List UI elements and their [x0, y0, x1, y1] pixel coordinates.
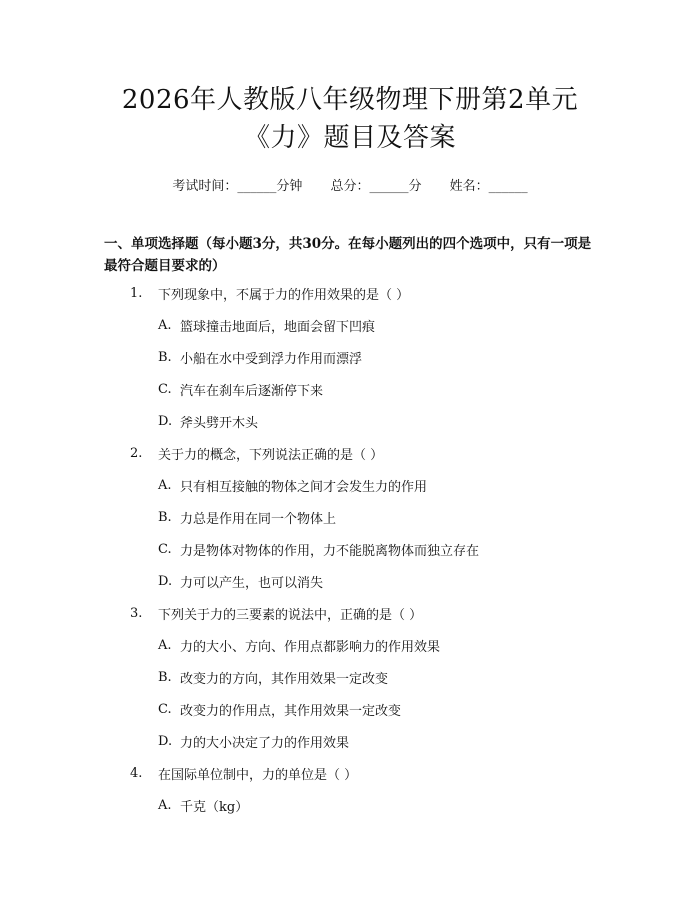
- option-text: 篮球撞击地面后，地面会留下凹痕: [180, 319, 376, 335]
- option-text: 力是物体对物体的作用，力不能脱离物体而独立存在: [180, 543, 480, 559]
- option-a: [104, 309, 596, 341]
- option-text: 汽车在刹车后逐渐停下来: [180, 383, 324, 399]
- option-text: 小船在水中受到浮力作用而漂浮: [180, 351, 363, 367]
- option-letter: D.: [158, 413, 173, 429]
- option-text: 千克（kg）: [180, 799, 249, 815]
- option-a: [104, 789, 596, 821]
- option-c: [104, 373, 596, 405]
- title-line-1: 2026年人教版八年级物理下册第2单元: [121, 85, 579, 115]
- document-title: [104, 0, 596, 157]
- option-text: 力的大小、方向、作用点都影响力的作用效果: [180, 639, 441, 655]
- option-b: [104, 501, 596, 533]
- option-text: 改变力的方向，其作用效果一定改变: [180, 671, 389, 687]
- option-list: [104, 469, 596, 597]
- section-heading: 一、单项选择题（每小题3分，共30分。在每小题列出的四个选项中，只有一项是最符合题目要求的）: [104, 236, 592, 274]
- option-text: 斧头劈开木头: [180, 415, 259, 431]
- option-d: [104, 725, 596, 757]
- option-d: [104, 565, 596, 597]
- question-2: [104, 437, 596, 597]
- option-a: [104, 629, 596, 661]
- option-letter: C.: [158, 541, 172, 557]
- option-c: [104, 533, 596, 565]
- question-stem: [104, 757, 596, 789]
- option-letter: A.: [158, 477, 172, 493]
- question-number: 1.: [130, 285, 143, 301]
- question-stem: [104, 437, 596, 469]
- option-letter: C.: [158, 381, 172, 397]
- option-letter: D.: [158, 733, 173, 749]
- option-letter: C.: [158, 701, 172, 717]
- option-letter: A.: [158, 317, 172, 333]
- question-number: 3.: [130, 605, 143, 621]
- option-letter: B.: [158, 509, 172, 525]
- option-b: [104, 661, 596, 693]
- option-b: [104, 341, 596, 373]
- question-3: [104, 597, 596, 757]
- option-letter: B.: [158, 349, 172, 365]
- name-field: 姓名：______: [449, 179, 528, 194]
- question-stem: [104, 597, 596, 629]
- question-text: 在国际单位制中，力的单位是（ ）: [158, 767, 358, 783]
- option-text: 力总是作用在同一个物体上: [180, 511, 337, 527]
- option-letter: A.: [158, 797, 172, 813]
- option-list: [104, 309, 596, 437]
- option-letter: B.: [158, 669, 172, 685]
- option-list: [104, 789, 596, 821]
- option-d: [104, 405, 596, 437]
- question-stem: [104, 277, 596, 309]
- option-letter: A.: [158, 637, 172, 653]
- question-list: [104, 277, 596, 821]
- question-number: 4.: [130, 765, 143, 781]
- option-list: [104, 629, 596, 757]
- option-text: 只有相互接触的物体之间才会发生力的作用: [180, 479, 428, 495]
- question-4: [104, 757, 596, 821]
- question-number: 2.: [130, 445, 143, 461]
- exam-time-field: 考试时间：______分钟: [172, 179, 303, 194]
- question-1: [104, 277, 596, 437]
- question-text: 下列现象中，不属于力的作用效果的是（ ）: [158, 287, 410, 303]
- option-a: [104, 469, 596, 501]
- total-score-field: 总分：______分: [330, 179, 422, 194]
- option-text: 改变力的作用点，其作用效果一定改变: [180, 703, 402, 719]
- option-c: [104, 693, 596, 725]
- question-text: 关于力的概念，下列说法正确的是（ ）: [158, 447, 384, 463]
- question-text: 下列关于力的三要素的说法中，正确的是（ ）: [158, 607, 423, 623]
- option-text: 力可以产生，也可以消失: [180, 575, 324, 591]
- option-text: 力的大小决定了力的作用效果: [180, 735, 350, 751]
- title-line-2: 《力》题目及答案: [243, 123, 456, 153]
- exam-info: [104, 177, 596, 197]
- option-letter: D.: [158, 573, 173, 589]
